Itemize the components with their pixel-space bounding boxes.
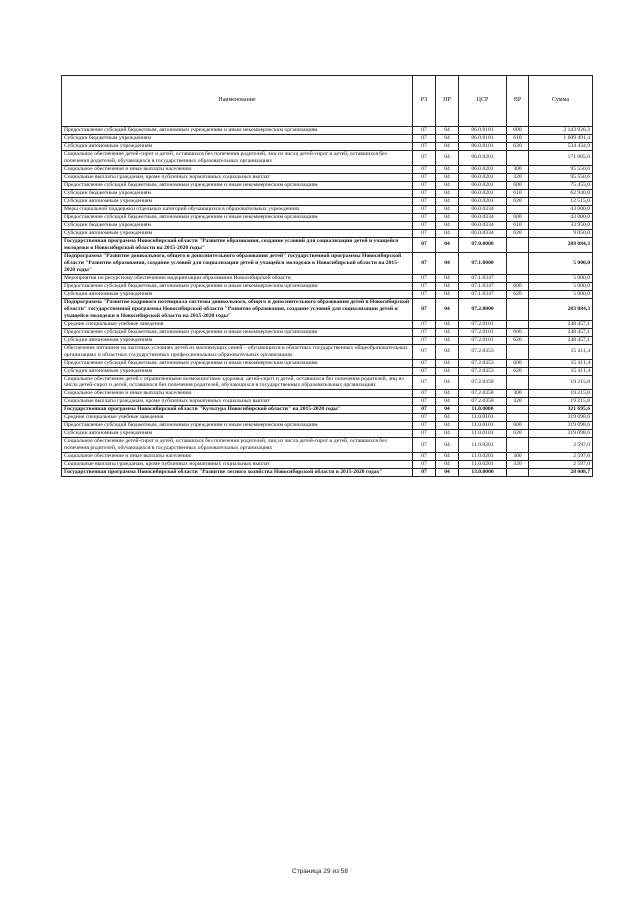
row-sum-cell: 248 457,1 — [529, 336, 593, 344]
row-name-cell: Субсидии автономным учреждениям — [62, 229, 413, 237]
row-csr-cell: 11.0.0101 — [459, 414, 507, 422]
row-vr-cell: 320 — [507, 461, 529, 469]
row-sum-cell: 2 597,0 — [529, 438, 593, 453]
table-row — [62, 438, 593, 453]
row-rz-cell: 07 — [413, 229, 436, 237]
row-vr-cell — [507, 205, 529, 213]
row-sum-cell: 43 000,0 — [529, 205, 593, 213]
row-csr-cell: 07.2.0000 — [459, 298, 507, 320]
row-vr-cell: 600 — [507, 213, 529, 221]
table-row — [62, 344, 593, 359]
row-vr-cell: 600 — [507, 328, 529, 336]
table-row — [62, 390, 593, 398]
row-name-cell: Субсидии автономным учреждениям — [62, 336, 413, 344]
row-name-cell: Субсидии бюджетным учреждениям — [62, 134, 413, 142]
row-vr-cell: 320 — [507, 398, 529, 406]
row-pr-cell: 04 — [436, 282, 459, 290]
row-csr-cell: 11.0.0201 — [459, 453, 507, 461]
row-rz-cell: 07 — [413, 165, 436, 173]
row-vr-cell — [507, 438, 529, 453]
row-pr-cell: 04 — [436, 390, 459, 398]
row-rz-cell: 07 — [413, 142, 436, 150]
row-csr-cell: 07.2.0358 — [459, 375, 507, 390]
row-sum-cell: 534 434,9 — [529, 142, 593, 150]
row-sum-cell: 283 084,3 — [529, 298, 593, 320]
row-pr-cell: 04 — [436, 320, 459, 328]
row-rz-cell: 07 — [413, 359, 436, 367]
row-vr-cell — [507, 414, 529, 422]
row-pr-cell: 04 — [436, 398, 459, 406]
row-rz-cell: 07 — [413, 367, 436, 375]
row-rz-cell: 07 — [413, 430, 436, 438]
row-name-cell: Предоставление субсидий бюджетным, автономным учреждениям и иным некоммерческим организациям — [62, 213, 413, 221]
row-rz-cell: 07 — [413, 274, 436, 282]
row-vr-cell: 620 — [507, 336, 529, 344]
row-vr-cell: 300 — [507, 165, 529, 173]
row-csr-cell: 07.2.0358 — [459, 390, 507, 398]
row-rz-cell: 07 — [413, 438, 436, 453]
table-row — [62, 181, 593, 189]
row-name-cell: Подпрограмма "Развитие кадрового потенциала системы дошкольного, общего и дополнительного образования детей в Новосибирской области" государственной программы Новосибирской области "Развитие образования, создание условий для социализации детей и учащейся молодежи в Новосибирской области на 2015-2020 годы" — [62, 298, 413, 320]
row-csr-cell: 07.1.0347 — [459, 282, 507, 290]
table-row — [62, 406, 593, 414]
row-sum-cell: 19 215,8 — [529, 375, 593, 390]
row-name-cell: Предоставление субсидий бюджетным, автономным учреждениям и иным некоммерческим организациям — [62, 127, 413, 135]
row-pr-cell: 04 — [436, 197, 459, 205]
row-vr-cell — [507, 298, 529, 320]
row-pr-cell: 04 — [436, 336, 459, 344]
table-row — [62, 142, 593, 150]
row-rz-cell: 07 — [413, 390, 436, 398]
table-row — [62, 430, 593, 438]
row-csr-cell: 06.0.0201 — [459, 165, 507, 173]
row-rz-cell: 07 — [413, 414, 436, 422]
row-sum-cell: 95 550,6 — [529, 165, 593, 173]
row-rz-cell: 07 — [413, 461, 436, 469]
row-rz-cell: 07 — [413, 320, 436, 328]
row-rz-cell: 07 — [413, 406, 436, 414]
row-rz-cell: 07 — [413, 237, 436, 252]
row-pr-cell: 04 — [436, 438, 459, 453]
table-row — [62, 422, 593, 430]
row-csr-cell: 11.0.0101 — [459, 422, 507, 430]
row-csr-cell: 07.2.0101 — [459, 320, 507, 328]
row-vr-cell: 300 — [507, 390, 529, 398]
table-body — [62, 127, 593, 477]
row-name-cell: Предоставление субсидий бюджетным, автономным учреждениям и иным некоммерческим организациям — [62, 181, 413, 189]
row-vr-cell: 600 — [507, 359, 529, 367]
row-vr-cell: 600 — [507, 181, 529, 189]
row-vr-cell — [507, 469, 529, 477]
row-rz-cell: 07 — [413, 453, 436, 461]
row-csr-cell: 07.1.0347 — [459, 274, 507, 282]
row-name-cell: Предоставление субсидий бюджетным, автономным учреждениям и иным некоммерческим организациям — [62, 328, 413, 336]
row-csr-cell: 07.2.0101 — [459, 336, 507, 344]
row-sum-cell: 321 695,6 — [529, 406, 593, 414]
row-pr-cell: 04 — [436, 359, 459, 367]
row-pr-cell: 04 — [436, 189, 459, 197]
row-csr-cell: 07.2.0358 — [459, 398, 507, 406]
row-sum-cell: 2 597,0 — [529, 461, 593, 469]
table-row — [62, 414, 593, 422]
budget-table — [61, 75, 593, 477]
row-sum-cell: 33 950,0 — [529, 221, 593, 229]
budget-table-sheet — [61, 75, 592, 477]
table-row — [62, 252, 593, 274]
row-sum-cell: 15 411,4 — [529, 367, 593, 375]
row-rz-cell: 07 — [413, 221, 436, 229]
row-sum-cell: 248 457,1 — [529, 320, 593, 328]
row-sum-cell: 15 411,4 — [529, 359, 593, 367]
row-rz-cell: 07 — [413, 127, 436, 135]
row-name-cell: Субсидии автономным учреждениям — [62, 290, 413, 298]
table-row — [62, 328, 593, 336]
row-rz-cell: 07 — [413, 398, 436, 406]
row-sum-cell: 75 455,0 — [529, 181, 593, 189]
row-sum-cell: 62 940,0 — [529, 189, 593, 197]
row-rz-cell: 07 — [413, 336, 436, 344]
row-rz-cell: 07 — [413, 197, 436, 205]
row-sum-cell: 95 550,6 — [529, 173, 593, 181]
row-vr-cell — [507, 252, 529, 274]
row-csr-cell: 07.2.0353 — [459, 344, 507, 359]
row-vr-cell — [507, 406, 529, 414]
row-rz-cell: 07 — [413, 422, 436, 430]
row-vr-cell — [507, 375, 529, 390]
row-vr-cell: 610 — [507, 221, 529, 229]
row-csr-cell: 06.0.0334 — [459, 221, 507, 229]
row-csr-cell: 11.0.0101 — [459, 430, 507, 438]
row-name-cell: Социальное обеспечение и иные выплаты населению — [62, 453, 413, 461]
column-header-vr: ВР — [507, 76, 529, 127]
table-row — [62, 134, 593, 142]
row-csr-cell: 06.0.0334 — [459, 229, 507, 237]
row-pr-cell: 04 — [436, 414, 459, 422]
table-row — [62, 375, 593, 390]
row-name-cell: Предоставление субсидий бюджетным, автономным учреждениям и иным некоммерческим организациям — [62, 422, 413, 430]
row-name-cell: Субсидии автономным учреждениям — [62, 197, 413, 205]
row-pr-cell: 04 — [436, 205, 459, 213]
table-row — [62, 461, 593, 469]
row-name-cell: Государственная программа Новосибирской области "Развитие образования, создание условий для социализации детей и учащейся молодежи в Новосибирской области на 2015-2020 годы" — [62, 237, 413, 252]
row-rz-cell: 07 — [413, 290, 436, 298]
row-vr-cell — [507, 320, 529, 328]
row-pr-cell: 04 — [436, 430, 459, 438]
column-header-sum: Сумма — [529, 76, 593, 127]
table-row — [62, 205, 593, 213]
row-vr-cell: 620 — [507, 367, 529, 375]
row-sum-cell: 12 515,0 — [529, 197, 593, 205]
table-row — [62, 336, 593, 344]
row-pr-cell: 04 — [436, 290, 459, 298]
row-pr-cell: 04 — [436, 142, 459, 150]
row-sum-cell: 19 215,8 — [529, 390, 593, 398]
row-csr-cell: 07.2.0353 — [459, 367, 507, 375]
table-row — [62, 237, 593, 252]
table-row — [62, 213, 593, 221]
row-pr-cell: 04 — [436, 469, 459, 477]
row-pr-cell: 04 — [436, 127, 459, 135]
row-name-cell: Социальное обеспечение детей-сирот и детей, оставшихся без попечения родителей, лиц из числа детей-сирот и детей, оставшихся без попечения родителей, обучающихся в государственных образовательных организациях — [62, 150, 413, 165]
table-row — [62, 367, 593, 375]
row-sum-cell: 288 084,3 — [529, 237, 593, 252]
row-csr-cell: 07.2.0353 — [459, 359, 507, 367]
row-vr-cell: 620 — [507, 142, 529, 150]
row-sum-cell: 1 609 491,4 — [529, 134, 593, 142]
row-pr-cell: 04 — [436, 237, 459, 252]
row-rz-cell: 07 — [413, 282, 436, 290]
table-row — [62, 398, 593, 406]
row-sum-cell: 248 457,1 — [529, 328, 593, 336]
row-sum-cell: 2 143 926,3 — [529, 127, 593, 135]
row-sum-cell: 5 000,0 — [529, 290, 593, 298]
row-pr-cell: 04 — [436, 461, 459, 469]
row-vr-cell: 620 — [507, 197, 529, 205]
row-sum-cell: 5 000,0 — [529, 274, 593, 282]
row-pr-cell: 04 — [436, 150, 459, 165]
table-row — [62, 453, 593, 461]
table-row — [62, 274, 593, 282]
row-csr-cell: 06.0.0201 — [459, 173, 507, 181]
table-header-row — [62, 76, 593, 127]
row-name-cell: Социальное обеспечение и иные выплаты населению — [62, 390, 413, 398]
row-rz-cell: 07 — [413, 181, 436, 189]
row-name-cell: Субсидии автономным учреждениям — [62, 430, 413, 438]
row-csr-cell: 06.0.0201 — [459, 181, 507, 189]
row-pr-cell: 04 — [436, 422, 459, 430]
row-pr-cell: 04 — [436, 252, 459, 274]
row-pr-cell: 04 — [436, 328, 459, 336]
row-rz-cell: 07 — [413, 189, 436, 197]
row-rz-cell: 07 — [413, 150, 436, 165]
table-row — [62, 320, 593, 328]
row-name-cell: Социальное обеспечение детей-сирот и детей, оставшихся без попечения родителей, лиц из числа детей-сирот и детей, оставшихся без попечения родителей, обучающихся в государственных образовательных организациях — [62, 438, 413, 453]
row-pr-cell: 04 — [436, 229, 459, 237]
row-csr-cell: 07.1.0347 — [459, 290, 507, 298]
row-pr-cell: 04 — [436, 134, 459, 142]
row-csr-cell: 11.0.0201 — [459, 438, 507, 453]
row-sum-cell: 19 215,8 — [529, 398, 593, 406]
row-name-cell: Предоставление субсидий бюджетным, автономным учреждениям и иным некоммерческим организациям — [62, 359, 413, 367]
row-rz-cell: 07 — [413, 328, 436, 336]
row-rz-cell: 07 — [413, 134, 436, 142]
row-csr-cell: 06.0.0334 — [459, 213, 507, 221]
table-row — [62, 189, 593, 197]
row-name-cell: Социальные выплаты гражданам, кроме публичных нормативных социальных выплат — [62, 461, 413, 469]
row-vr-cell: 300 — [507, 453, 529, 461]
table-row — [62, 282, 593, 290]
table-row — [62, 150, 593, 165]
row-name-cell: Социальное обеспечение и иные выплаты населению — [62, 165, 413, 173]
row-name-cell: Субсидии автономным учреждениям — [62, 367, 413, 375]
row-name-cell: Субсидии автономным учреждениям — [62, 142, 413, 150]
row-vr-cell: 600 — [507, 127, 529, 135]
row-sum-cell: 5 000,0 — [529, 282, 593, 290]
row-vr-cell: 610 — [507, 189, 529, 197]
row-rz-cell: 07 — [413, 252, 436, 274]
table-row — [62, 359, 593, 367]
row-name-cell: Социальные выплаты гражданам, кроме публичных нормативных социальных выплат — [62, 398, 413, 406]
row-csr-cell: 06.0.0201 — [459, 150, 507, 165]
row-csr-cell: 06.0.0334 — [459, 205, 507, 213]
row-vr-cell: 620 — [507, 290, 529, 298]
column-header-csr: ЦСР — [459, 76, 507, 127]
row-name-cell: Субсидии бюджетным учреждениям — [62, 189, 413, 197]
row-pr-cell: 04 — [436, 344, 459, 359]
row-sum-cell: 2 597,0 — [529, 453, 593, 461]
row-csr-cell: 13.0.0000 — [459, 469, 507, 477]
row-sum-cell: 319 098,6 — [529, 422, 593, 430]
row-vr-cell: 620 — [507, 430, 529, 438]
row-vr-cell — [507, 274, 529, 282]
row-vr-cell: 600 — [507, 422, 529, 430]
row-vr-cell — [507, 344, 529, 359]
table-row — [62, 165, 593, 173]
row-pr-cell: 04 — [436, 165, 459, 173]
row-vr-cell: 620 — [507, 229, 529, 237]
row-rz-cell: 07 — [413, 205, 436, 213]
row-csr-cell: 06.0.0201 — [459, 197, 507, 205]
column-header-rz: РЗ — [413, 76, 436, 127]
row-pr-cell: 04 — [436, 298, 459, 320]
row-rz-cell: 07 — [413, 298, 436, 320]
row-name-cell: Средние специальные учебные заведения — [62, 414, 413, 422]
row-pr-cell: 04 — [436, 173, 459, 181]
table-row — [62, 298, 593, 320]
row-csr-cell: 06.0.0101 — [459, 142, 507, 150]
row-pr-cell: 04 — [436, 375, 459, 390]
row-vr-cell: 600 — [507, 282, 529, 290]
row-sum-cell: 28 008,7 — [529, 469, 593, 477]
row-rz-cell: 07 — [413, 375, 436, 390]
row-rz-cell: 07 — [413, 173, 436, 181]
column-header-pr: ПР — [436, 76, 459, 127]
row-name-cell: Государственная программа Новосибирской области "Развитие лесного хозяйства Новосибирской области в 2015-2020 годах" — [62, 469, 413, 477]
table-row — [62, 197, 593, 205]
row-sum-cell: 319 098,6 — [529, 414, 593, 422]
row-name-cell: Мероприятия по ресурсному обеспечению модернизации образования Новосибирской области — [62, 274, 413, 282]
row-sum-cell: 15 411,4 — [529, 344, 593, 359]
row-rz-cell: 07 — [413, 344, 436, 359]
table-row — [62, 127, 593, 135]
row-vr-cell — [507, 237, 529, 252]
row-sum-cell: 5 000,0 — [529, 252, 593, 274]
row-sum-cell: 9 050,0 — [529, 229, 593, 237]
row-csr-cell: 07.0.0000 — [459, 237, 507, 252]
row-csr-cell: 11.0.0000 — [459, 406, 507, 414]
row-csr-cell: 11.0.0201 — [459, 461, 507, 469]
row-vr-cell: 610 — [507, 134, 529, 142]
table-row — [62, 469, 593, 477]
table-row — [62, 290, 593, 298]
row-csr-cell: 07.2.0101 — [459, 328, 507, 336]
row-csr-cell: 06.0.0101 — [459, 134, 507, 142]
row-name-cell: Предоставление субсидий бюджетным, автономным учреждениям и иным некоммерческим организациям — [62, 282, 413, 290]
row-name-cell: Меры социальной поддержки отдельных категорий обучающихся в образовательных учреждениях — [62, 205, 413, 213]
row-pr-cell: 04 — [436, 274, 459, 282]
row-csr-cell: 06.0.0201 — [459, 189, 507, 197]
row-pr-cell: 04 — [436, 221, 459, 229]
row-pr-cell: 04 — [436, 367, 459, 375]
row-rz-cell: 07 — [413, 213, 436, 221]
row-name-cell: Социальные выплаты гражданам, кроме публичных нормативных социальных выплат — [62, 173, 413, 181]
row-name-cell: Средние специальные учебные заведения — [62, 320, 413, 328]
page-footer: Страница 29 из 58 — [292, 868, 348, 875]
table-row — [62, 173, 593, 181]
row-vr-cell — [507, 150, 529, 165]
row-name-cell: Субсидии бюджетным учреждениям — [62, 221, 413, 229]
row-vr-cell: 320 — [507, 173, 529, 181]
table-row — [62, 221, 593, 229]
row-sum-cell: 171 005,6 — [529, 150, 593, 165]
row-csr-cell: 07.1.0000 — [459, 252, 507, 274]
row-pr-cell: 04 — [436, 213, 459, 221]
row-csr-cell: 06.0.0101 — [459, 127, 507, 135]
row-name-cell: Обеспечение питанием на льготных условиях детей из малоимущих семей – обучающихся в областных государственных общеобразовательных организациях и областных государственных профессиональных образовательных организациях — [62, 344, 413, 359]
row-name-cell: Подпрограмма "Развитие дошкольного, общего и дополнительного образования детей" государственной программы Новосибирской области "Развитие образования, создание условий для социализации детей и учащейся молодежи в Новосибирской области на 2015-2020 годы" — [62, 252, 413, 274]
row-sum-cell: 43 000,0 — [529, 213, 593, 221]
table-row — [62, 229, 593, 237]
row-rz-cell: 07 — [413, 469, 436, 477]
column-header-name: Наименование — [62, 76, 413, 127]
row-name-cell: Социальное обеспечение детей с ограниченными возможностями здоровья, детей-сирот и детей, оставшихся без попечения родителей, лиц из числа детей-сирот и детей, оставшихся без попечения родителей, обучающихся в государственных образовательных организациях — [62, 375, 413, 390]
row-name-cell: Государственная программа Новосибирской области "Культура Новосибирской области" на 2015-2020 годы" — [62, 406, 413, 414]
row-pr-cell: 04 — [436, 181, 459, 189]
row-pr-cell: 04 — [436, 406, 459, 414]
row-sum-cell: 319 098,6 — [529, 430, 593, 438]
row-pr-cell: 04 — [436, 453, 459, 461]
